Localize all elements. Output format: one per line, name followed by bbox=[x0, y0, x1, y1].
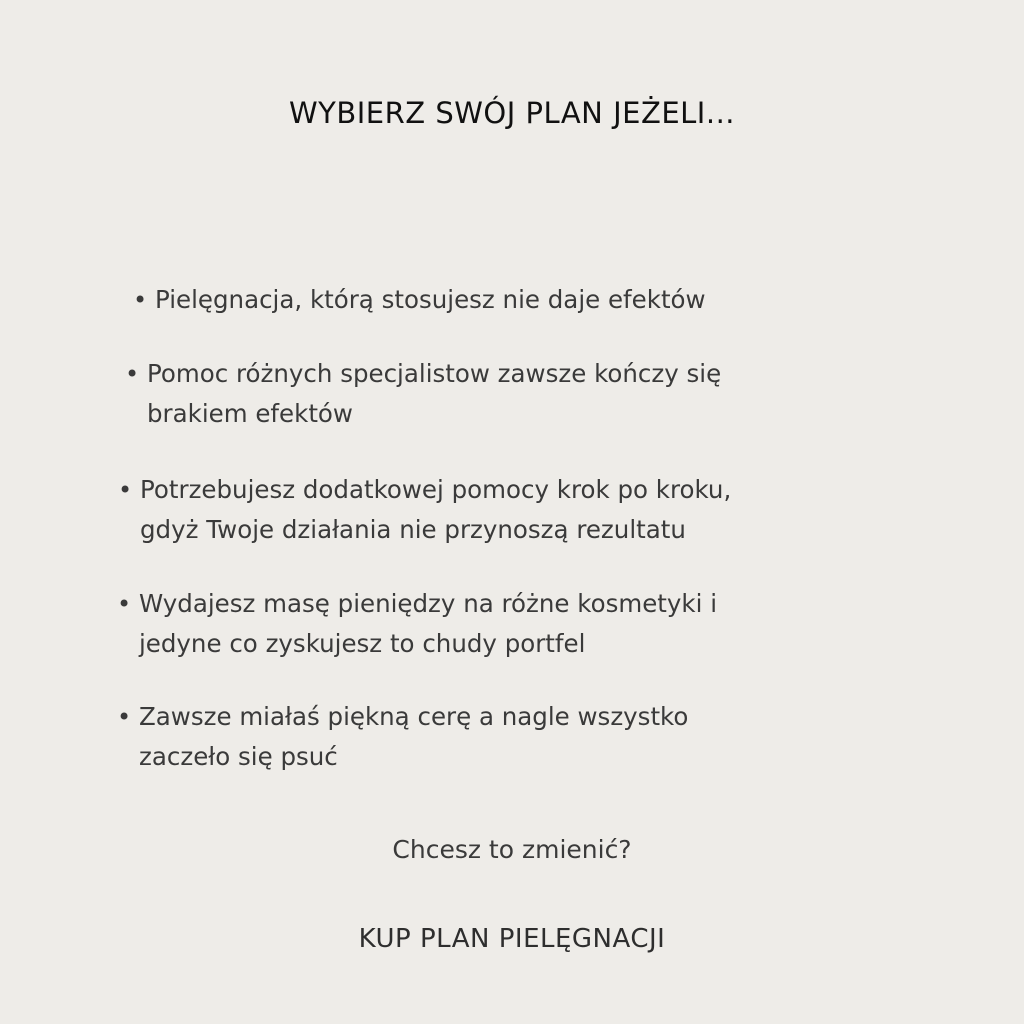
bullet-icon: • bbox=[125, 360, 140, 388]
bullet-icon: • bbox=[117, 590, 132, 618]
question-text: Chcesz to zmienić? bbox=[392, 835, 632, 864]
page-title: WYBIERZ SWÓJ PLAN JEŻELI... bbox=[288, 96, 736, 130]
list-item bbox=[133, 280, 706, 320]
list-item-line: gdyż Twoje działania nie przynoszą rezultatu bbox=[140, 515, 686, 544]
list-item bbox=[117, 697, 689, 777]
list-item-line: Pomoc różnych specjalistow zawsze kończy się bbox=[147, 359, 722, 388]
list-item bbox=[117, 584, 717, 664]
list-item-line: Zawsze miałaś piękną cerę a nagle wszystko bbox=[139, 702, 689, 731]
bullet-icon: • bbox=[118, 476, 133, 504]
list-item bbox=[125, 354, 722, 434]
list-item bbox=[118, 470, 732, 550]
bullet-icon: • bbox=[133, 286, 148, 314]
list-item-line: jedyne co zyskujesz to chudy portfel bbox=[139, 629, 586, 658]
list-item-line: Wydajesz masę pieniędzy na różne kosmetyki i bbox=[139, 589, 717, 618]
list-item-line: Potrzebujesz dodatkowej pomocy krok po kroku, bbox=[140, 475, 732, 504]
buy-plan-cta[interactable]: KUP PLAN PIELĘGNACJI bbox=[358, 924, 666, 954]
list-item-line: Pielęgnacja, którą stosujesz nie daje efektów bbox=[155, 285, 706, 314]
list-item-line: brakiem efektów bbox=[147, 399, 353, 428]
bullet-icon: • bbox=[117, 703, 132, 731]
list-item-line: zaczeło się psuć bbox=[139, 742, 338, 771]
